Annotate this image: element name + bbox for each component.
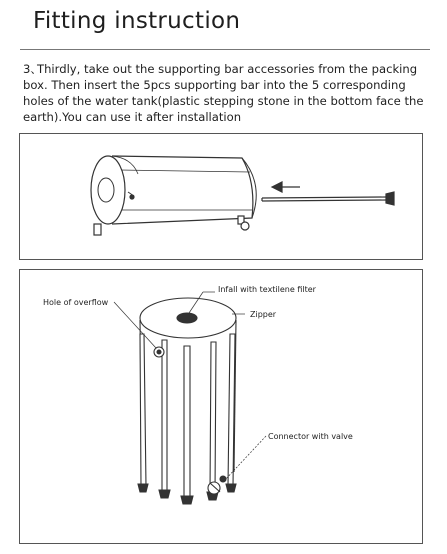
support-bar-icon — [20, 134, 422, 259]
title-divider — [20, 49, 430, 50]
page-title: Fitting instruction — [33, 8, 241, 34]
label-infall: Infall with textilene filter — [218, 285, 316, 294]
tank-upright-icon — [20, 270, 422, 543]
label-zipper: Zipper — [250, 310, 277, 319]
figure-assembled-tank — [19, 269, 423, 544]
step-number: 3、 — [23, 62, 42, 76]
label-overflow: Hole of overflow — [43, 298, 109, 307]
instruction-step — [23, 61, 435, 125]
step-text: Thirdly, take out the supporting bar accessories from the packing box. Then insert the 5pcs supporting bar into the 5 corresponding holes of the water tank(plastic stepping stone in the bottom face the earth).You can use it after installation — [23, 62, 424, 124]
label-connector: Connector with valve — [268, 432, 353, 441]
figure-insert-bar — [19, 133, 423, 260]
